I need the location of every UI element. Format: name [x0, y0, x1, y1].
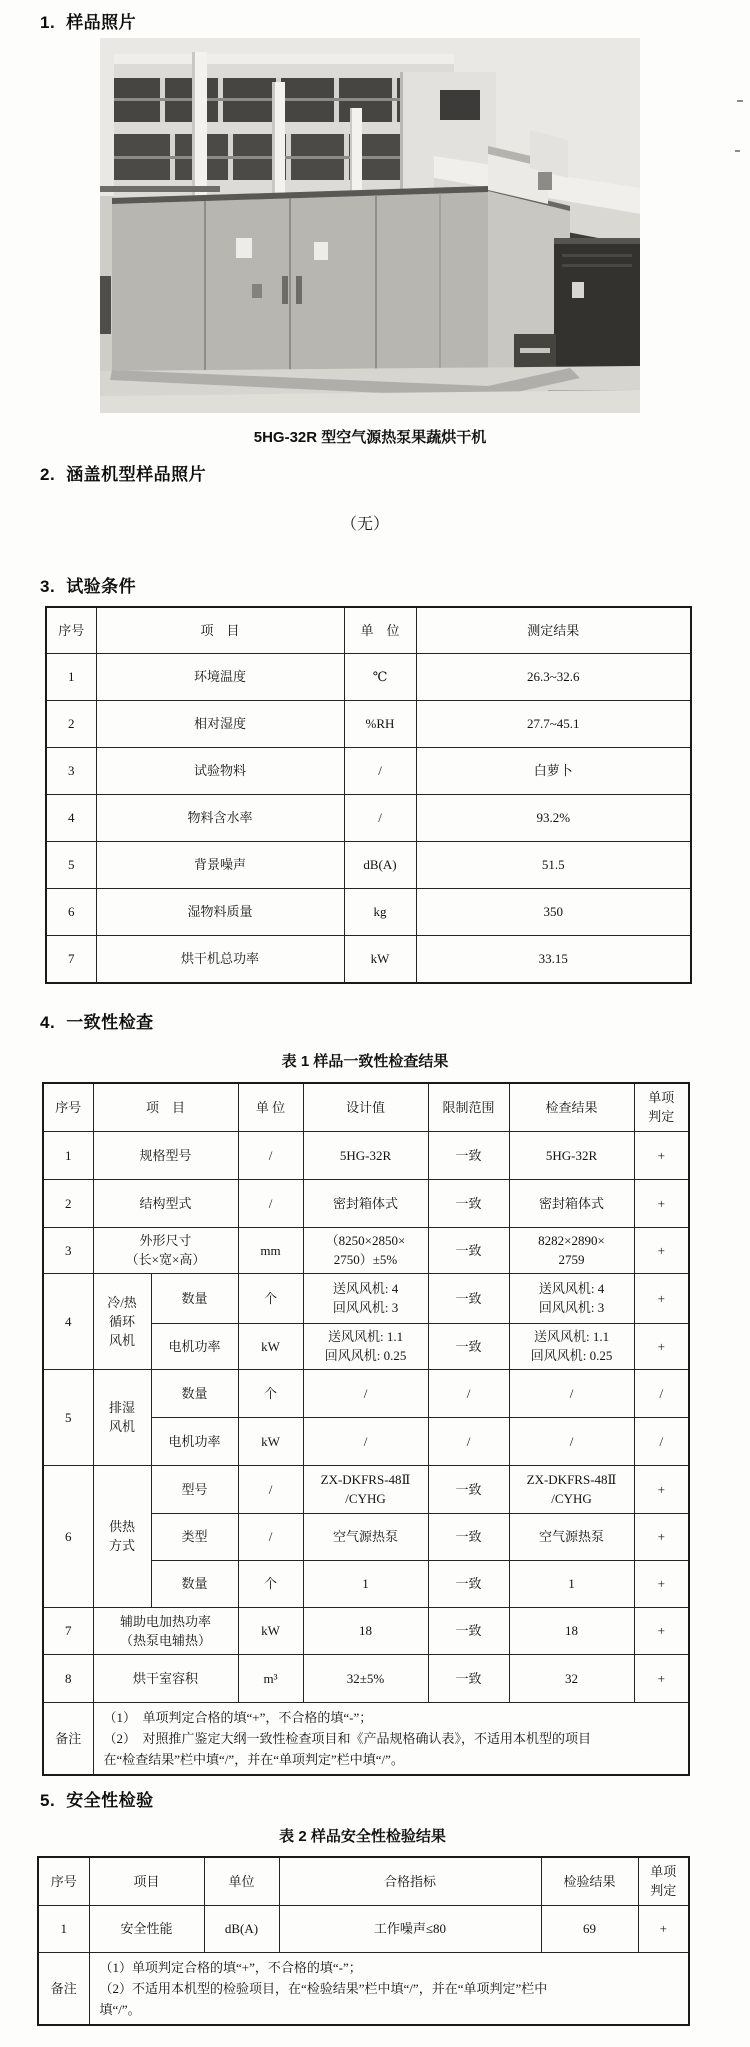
row-no: 5 — [43, 1369, 93, 1465]
row-unit: / — [344, 794, 416, 841]
col-header-item: 项 目 — [96, 607, 344, 653]
row-result — [509, 1465, 634, 1513]
conditions-header-row — [46, 607, 691, 653]
section-2-title: 涵盖机型样品照片 — [66, 465, 207, 484]
table-row — [46, 841, 691, 888]
row-design: 密封箱体式 — [303, 1179, 428, 1227]
row-unit: 个 — [238, 1369, 303, 1417]
row-subitem: 电机功率 — [151, 1323, 238, 1369]
table-1-caption: 表 1 样品一致性检查结果 — [281, 1053, 449, 1070]
row-unit: %RH — [344, 700, 416, 747]
table-row — [43, 1131, 689, 1179]
row-unit: kW — [344, 935, 416, 983]
row-group — [93, 1465, 151, 1607]
row-subitem: 类型 — [151, 1513, 238, 1560]
row-result-line1: 送风风机: 1.1 — [533, 1329, 610, 1344]
row-group-line2: 风机 — [108, 1419, 135, 1434]
photo-caption: 5HG-32R 型空气源热泵果蔬烘干机 — [253, 429, 487, 446]
table-row — [43, 1179, 689, 1227]
col-header-design: 设计值 — [303, 1083, 428, 1131]
row-verdict: + — [634, 1131, 689, 1179]
row-verdict: / — [634, 1417, 689, 1465]
row-verdict: + — [634, 1227, 689, 1273]
row-result — [509, 1273, 634, 1323]
col-header-target: 合格指标 — [279, 1857, 541, 1905]
col-header-result: 测定结果 — [416, 607, 691, 653]
row-unit: m³ — [238, 1654, 303, 1702]
section-3-title: 试验条件 — [66, 577, 137, 596]
row-group-line2: 方式 — [108, 1538, 135, 1553]
notes-label: 备注 — [38, 1952, 89, 2025]
row-subitem: 型号 — [151, 1465, 238, 1513]
row-result-line2: 回风风机: 0.25 — [530, 1348, 613, 1363]
row-item-line1: 外形尺寸 — [139, 1233, 192, 1248]
row-design — [303, 1227, 428, 1273]
row-no: 1 — [43, 1131, 93, 1179]
row-result: 27.7~45.1 — [416, 700, 691, 747]
row-result: / — [509, 1369, 634, 1417]
row-result: 51.5 — [416, 841, 691, 888]
row-unit: kW — [238, 1417, 303, 1465]
row-limit: / — [428, 1417, 509, 1465]
notes-row — [43, 1702, 689, 1775]
table-row — [43, 1227, 689, 1273]
notes-content — [93, 1702, 689, 1775]
row-group-line1: 冷/热 — [107, 1294, 137, 1310]
row-unit: / — [238, 1513, 303, 1560]
row-result: 350 — [416, 888, 691, 935]
row-limit: 一致 — [428, 1465, 509, 1513]
row-item — [93, 1227, 238, 1273]
row-item-line2: （热泵电辅热） — [120, 1632, 212, 1648]
row-no: 8 — [43, 1654, 93, 1702]
row-group — [93, 1369, 151, 1465]
table-row — [43, 1607, 689, 1654]
row-limit: 一致 — [428, 1273, 509, 1323]
row-no: 4 — [46, 794, 96, 841]
row-group-line3: 风机 — [108, 1332, 135, 1348]
notes-line2: （2）不适用本机型的检验项目，在“检验结果”栏中填“/”，并在“单项判定”栏中 — [99, 1980, 548, 1996]
col-header-result: 检查结果 — [509, 1083, 634, 1131]
row-group-line1: 供热 — [108, 1519, 135, 1534]
row-no: 6 — [46, 888, 96, 935]
row-verdict: + — [638, 1905, 689, 1952]
row-design — [303, 1323, 428, 1369]
notes-content — [89, 1952, 689, 2025]
row-design-line1: 送风风机: 1.1 — [327, 1329, 404, 1344]
row-item: 环境温度 — [96, 653, 344, 700]
row-verdict: + — [634, 1465, 689, 1513]
table-row — [43, 1369, 689, 1417]
table-row — [46, 747, 691, 794]
col-header-verdict-line1: 单项 — [648, 1090, 675, 1106]
row-verdict: + — [634, 1654, 689, 1702]
test-conditions-table — [45, 606, 692, 984]
col-header-result: 检验结果 — [541, 1857, 638, 1905]
row-result — [509, 1227, 634, 1273]
row-unit: kg — [344, 888, 416, 935]
row-design: 1 — [303, 1560, 428, 1607]
table-row — [46, 935, 691, 983]
photo-drying-machine — [112, 186, 570, 386]
row-result: 69 — [541, 1905, 638, 1952]
row-unit: / — [238, 1131, 303, 1179]
row-verdict: + — [634, 1560, 689, 1607]
row-unit: / — [238, 1465, 303, 1513]
row-result: 32 — [509, 1654, 634, 1702]
row-item: 湿物料质量 — [96, 888, 344, 935]
row-unit: / — [238, 1179, 303, 1227]
row-subitem: 数量 — [151, 1273, 238, 1323]
row-target: 工作噪声≤80 — [279, 1905, 541, 1952]
row-unit: kW — [238, 1323, 303, 1369]
col-header-verdict-line2: 判定 — [650, 1883, 677, 1899]
col-header-no: 序号 — [43, 1083, 93, 1131]
col-header-unit: 单 位 — [344, 607, 416, 653]
row-design-line2: 回风风机: 0.25 — [324, 1348, 407, 1363]
section-1-number: 1. — [40, 13, 56, 32]
row-design: 32±5% — [303, 1654, 428, 1702]
section-1-heading — [40, 8, 136, 33]
table-row — [38, 1905, 689, 1952]
row-unit: dB(A) — [204, 1905, 279, 1952]
row-design-line2: /CYHG — [345, 1491, 386, 1506]
col-header-unit: 单 位 — [238, 1083, 303, 1131]
row-unit: 个 — [238, 1273, 303, 1323]
notes-row — [38, 1952, 689, 2025]
section-2-heading — [40, 460, 206, 485]
table-row — [43, 1273, 689, 1323]
row-result-line1: ZX-DKFRS-48Ⅱ — [526, 1472, 617, 1487]
row-design: 5HG-32R — [303, 1131, 428, 1179]
row-item — [93, 1607, 238, 1654]
col-header-limit: 限制范围 — [428, 1083, 509, 1131]
row-limit: 一致 — [428, 1323, 509, 1369]
row-no: 5 — [46, 841, 96, 888]
table-row — [43, 1654, 689, 1702]
row-no: 3 — [43, 1227, 93, 1273]
table-row — [46, 888, 691, 935]
table-2-caption: 表 2 样品安全性检验结果 — [279, 1828, 446, 1845]
row-item: 烘干机总功率 — [96, 935, 344, 983]
row-result: 空气源热泵 — [509, 1513, 634, 1560]
row-no: 7 — [43, 1607, 93, 1654]
row-group-line2: 循环 — [108, 1313, 135, 1329]
row-result: 93.2% — [416, 794, 691, 841]
col-header-unit: 单位 — [204, 1857, 279, 1905]
row-verdict: + — [634, 1179, 689, 1227]
section-3-heading — [40, 572, 136, 597]
col-header-no: 序号 — [46, 607, 96, 653]
row-limit: 一致 — [428, 1560, 509, 1607]
row-verdict: / — [634, 1369, 689, 1417]
table-row — [46, 794, 691, 841]
notes-line1: （1） 单项判定合格的填“+”，不合格的填“-”； — [103, 1709, 373, 1725]
row-design — [303, 1273, 428, 1323]
section-4-number: 4. — [40, 1013, 56, 1032]
safety-table — [37, 1856, 690, 2026]
row-unit: 个 — [238, 1560, 303, 1607]
row-limit: 一致 — [428, 1179, 509, 1227]
row-result-line1: 送风风机: 4 — [538, 1281, 605, 1296]
section-1-title: 样品照片 — [66, 13, 137, 32]
section-4-heading — [40, 1008, 154, 1033]
col-header-verdict-line1: 单项 — [650, 1864, 677, 1880]
row-result: 1 — [509, 1560, 634, 1607]
notes-line1: （1）单项判定合格的填“+”，不合格的填“-”； — [99, 1959, 362, 1975]
notes-line3: 在“检查结果”栏中填“/”，并在“单项判定”栏中填“/”。 — [103, 1751, 404, 1767]
row-subitem: 电机功率 — [151, 1417, 238, 1465]
notes-line2: （2） 对照推广鉴定大纲一致性检查项目和《产品规格确认表》，不适用本机型的项目 — [103, 1730, 592, 1746]
row-item: 相对湿度 — [96, 700, 344, 747]
row-no: 6 — [43, 1465, 93, 1607]
row-limit: 一致 — [428, 1513, 509, 1560]
notes-label: 备注 — [43, 1702, 93, 1775]
col-header-verdict-line2: 判定 — [648, 1109, 675, 1125]
section-2-number: 2. — [40, 465, 56, 484]
row-no: 1 — [46, 653, 96, 700]
scan-artifact — [737, 100, 743, 102]
row-result: 18 — [509, 1607, 634, 1654]
row-no: 4 — [43, 1273, 93, 1369]
row-result: / — [509, 1417, 634, 1465]
row-design-line1: （8250×2850× — [325, 1233, 406, 1248]
row-verdict: + — [634, 1273, 689, 1323]
row-verdict: + — [634, 1323, 689, 1369]
row-result: 白萝卜 — [416, 747, 691, 794]
row-unit: ℃ — [344, 653, 416, 700]
row-verdict: + — [634, 1513, 689, 1560]
section-5-heading — [40, 1786, 154, 1811]
sample-photo-illustration — [100, 38, 640, 413]
row-no: 1 — [38, 1905, 89, 1952]
row-limit: 一致 — [428, 1227, 509, 1273]
row-design: 空气源热泵 — [303, 1513, 428, 1560]
row-verdict: + — [634, 1607, 689, 1654]
section-4-title: 一致性检查 — [66, 1013, 154, 1032]
row-item: 物料含水率 — [96, 794, 344, 841]
col-header-verdict — [634, 1083, 689, 1131]
scan-artifact — [735, 150, 740, 152]
row-design — [303, 1465, 428, 1513]
photo-ground — [100, 366, 640, 413]
section-3-number: 3. — [40, 577, 56, 596]
row-result-line2: 回风风机: 3 — [538, 1300, 605, 1315]
row-design-line2: 回风风机: 3 — [332, 1300, 399, 1315]
row-design: 18 — [303, 1607, 428, 1654]
row-item-line2: （长×宽×高） — [125, 1252, 206, 1267]
row-result: 密封箱体式 — [509, 1179, 634, 1227]
row-result-line1: 8282×2890× — [538, 1233, 605, 1248]
t1-header-row — [43, 1083, 689, 1131]
row-no: 2 — [43, 1179, 93, 1227]
row-unit: kW — [238, 1607, 303, 1654]
table-row — [46, 700, 691, 747]
row-subitem: 数量 — [151, 1560, 238, 1607]
row-design-line2: 2750）±5% — [333, 1252, 398, 1267]
row-result — [509, 1323, 634, 1369]
row-no: 7 — [46, 935, 96, 983]
row-unit: mm — [238, 1227, 303, 1273]
row-design-line1: ZX-DKFRS-48Ⅱ — [320, 1472, 411, 1487]
section-5-title: 安全性检验 — [66, 1791, 154, 1810]
row-result: 26.3~32.6 — [416, 653, 691, 700]
t2-header-row — [38, 1857, 689, 1905]
row-limit: 一致 — [428, 1131, 509, 1179]
none-placeholder: （无） — [340, 516, 389, 533]
row-limit: 一致 — [428, 1607, 509, 1654]
table-row — [46, 653, 691, 700]
row-item: 规格型号 — [93, 1131, 238, 1179]
row-limit: / — [428, 1369, 509, 1417]
row-item: 安全性能 — [89, 1905, 204, 1952]
notes-line3: 填“/”。 — [99, 2001, 141, 2017]
row-result: 5HG-32R — [509, 1131, 634, 1179]
row-result-line2: /CYHG — [551, 1491, 592, 1506]
row-design: / — [303, 1369, 428, 1417]
row-item: 烘干室容积 — [93, 1654, 238, 1702]
row-item-line1: 辅助电加热功率 — [120, 1613, 212, 1629]
col-header-item: 项目 — [89, 1857, 204, 1905]
row-design-line1: 送风风机: 4 — [332, 1281, 399, 1296]
row-unit: dB(A) — [344, 841, 416, 888]
section-5-number: 5. — [40, 1791, 56, 1810]
row-item: 试验物料 — [96, 747, 344, 794]
row-design: / — [303, 1417, 428, 1465]
col-header-verdict — [638, 1857, 689, 1905]
row-item: 结构型式 — [93, 1179, 238, 1227]
col-header-item: 项 目 — [93, 1083, 238, 1131]
row-limit: 一致 — [428, 1654, 509, 1702]
consistency-table — [42, 1082, 690, 1776]
sample-photo — [100, 38, 640, 413]
row-result-line2: 2759 — [558, 1252, 585, 1267]
row-item: 背景噪声 — [96, 841, 344, 888]
row-group-line1: 排湿 — [108, 1400, 135, 1415]
row-no: 3 — [46, 747, 96, 794]
col-header-no: 序号 — [38, 1857, 89, 1905]
row-group — [93, 1273, 151, 1369]
table-row — [43, 1465, 689, 1513]
row-unit: / — [344, 747, 416, 794]
row-subitem: 数量 — [151, 1369, 238, 1417]
row-result: 33.15 — [416, 935, 691, 983]
row-no: 2 — [46, 700, 96, 747]
